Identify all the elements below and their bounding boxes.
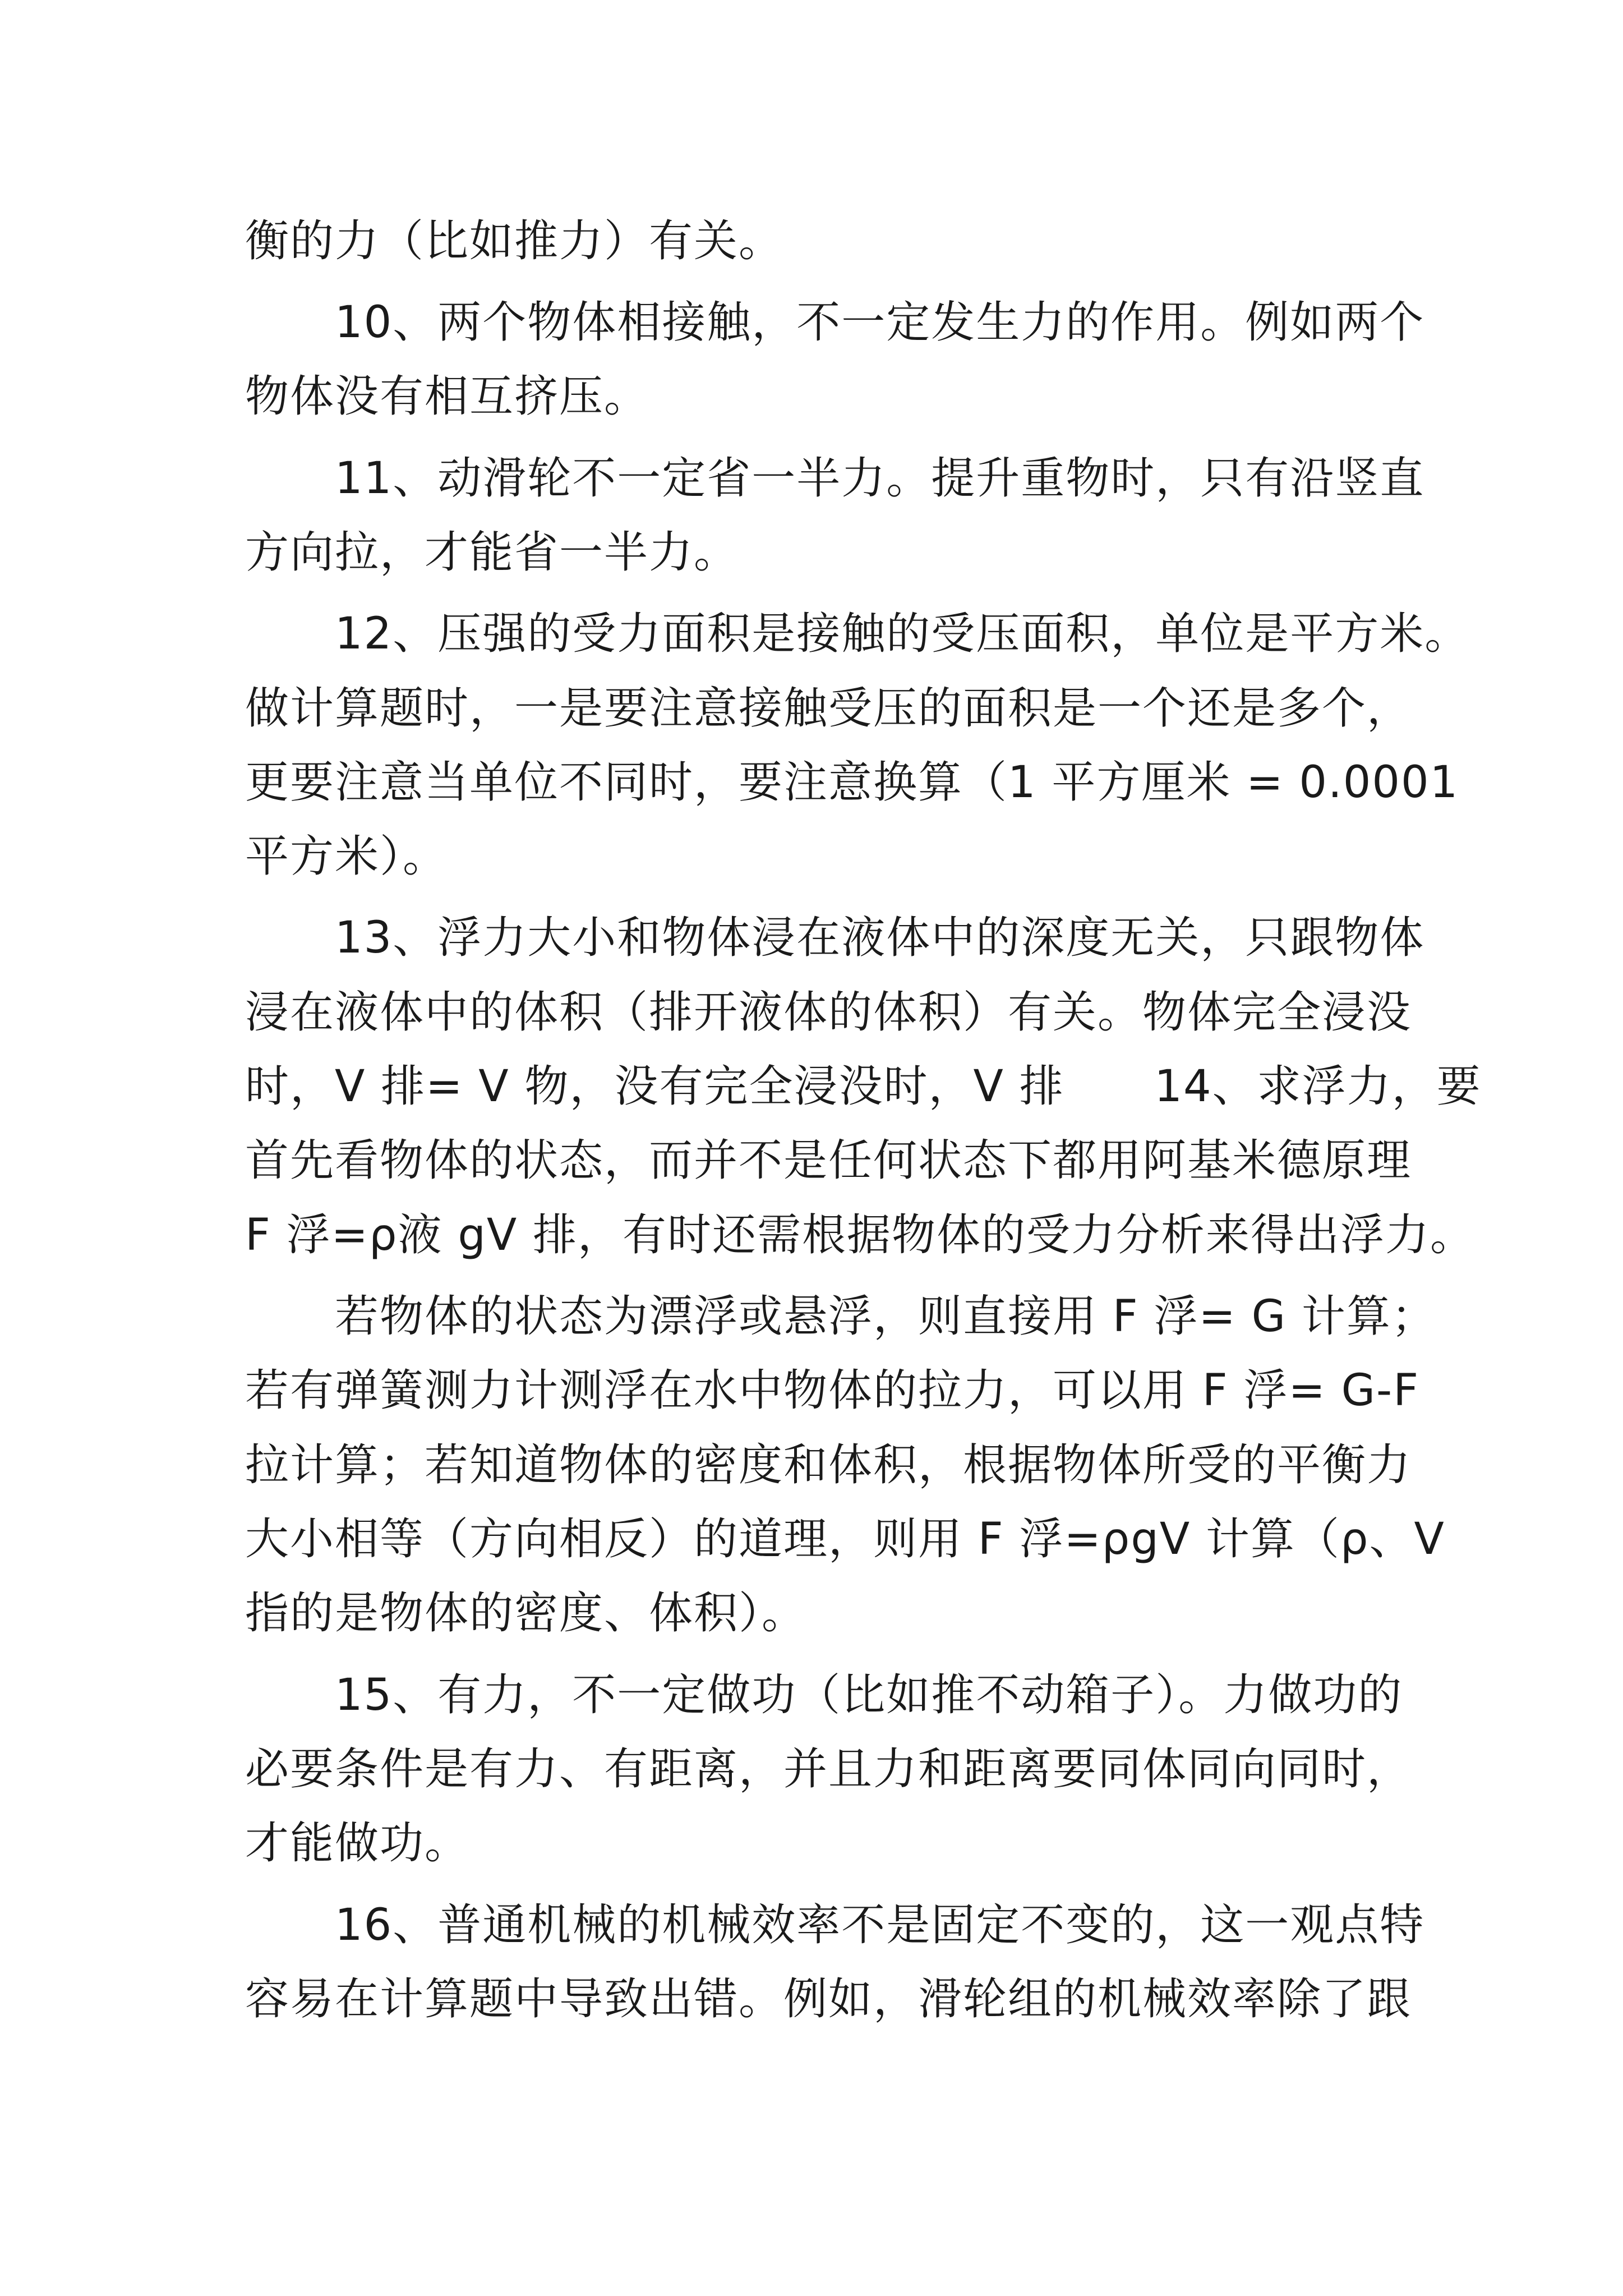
text-line: 指的是物体的密度、体积）。: [245, 1588, 807, 1639]
text-line: 更要注意当单位不同时，要注意换算（1 平方厘米 = 0.0001: [245, 757, 1459, 808]
text-line: 物体没有相互挤压。: [245, 371, 649, 422]
text-line: 才能做功。: [245, 1818, 470, 1869]
text-line: 方向拉，才能省一半力。: [245, 527, 739, 578]
text-line: 11、动滑轮不一定省一半力。提升重物时，只有沿竖直: [335, 453, 1425, 504]
text-line: 做计算题时，一是要注意接触受压的面积是一个还是多个，: [245, 683, 1412, 734]
text-line: 12、压强的受力面积是接触的受压面积，单位是平方米。: [335, 609, 1470, 659]
text-line: 首先看物体的状态，而并不是任何状态下都用阿基米德原理: [245, 1135, 1412, 1186]
text-line: 若物体的状态为漂浮或悬浮，则直接用 F 浮= G 计算；: [335, 1291, 1436, 1342]
text-line: 浸在液体中的体积（排开液体的体积）有关。物体完全浸没: [245, 987, 1412, 1038]
text-line: 必要条件是有力、有距离，并且力和距离要同体同向同时，: [245, 1744, 1412, 1795]
text-line: 16、普通机械的机械效率不是固定不变的，这一观点特: [335, 1900, 1425, 1950]
text-line: 拉计算；若知道物体的密度和体积，根据物体所受的平衡力: [245, 1440, 1412, 1490]
text-line: 时，V 排= V 物，没有完全浸没时，V 排 14、求浮力，要: [245, 1061, 1482, 1112]
text-line: 衡的力（比如推力）有关。: [245, 216, 784, 266]
text-line: 若有弹簧测力计测浮在水中物体的拉力，可以用 F 浮= G-F: [245, 1365, 1420, 1416]
text-line: 平方米）。: [245, 831, 448, 882]
text-line: 容易在计算题中导致出错。例如，滑轮组的机械效率除了跟: [245, 1974, 1412, 2024]
text-line: F 浮=ρ液 gV 排，有时还需根据物体的受力分析来得出浮力。: [245, 1210, 1475, 1260]
text-line: 13、浮力大小和物体浸在液体中的深度无关，只跟物体: [335, 913, 1425, 963]
text-line: 大小相等（方向相反）的道理，则用 F 浮=ρgV 计算（ρ、V: [245, 1514, 1445, 1565]
text-line: 10、两个物体相接触，不一定发生力的作用。例如两个: [335, 297, 1425, 348]
text-line: 15、有力，不一定做功（比如推不动箱子）。力做功的: [335, 1670, 1403, 1720]
